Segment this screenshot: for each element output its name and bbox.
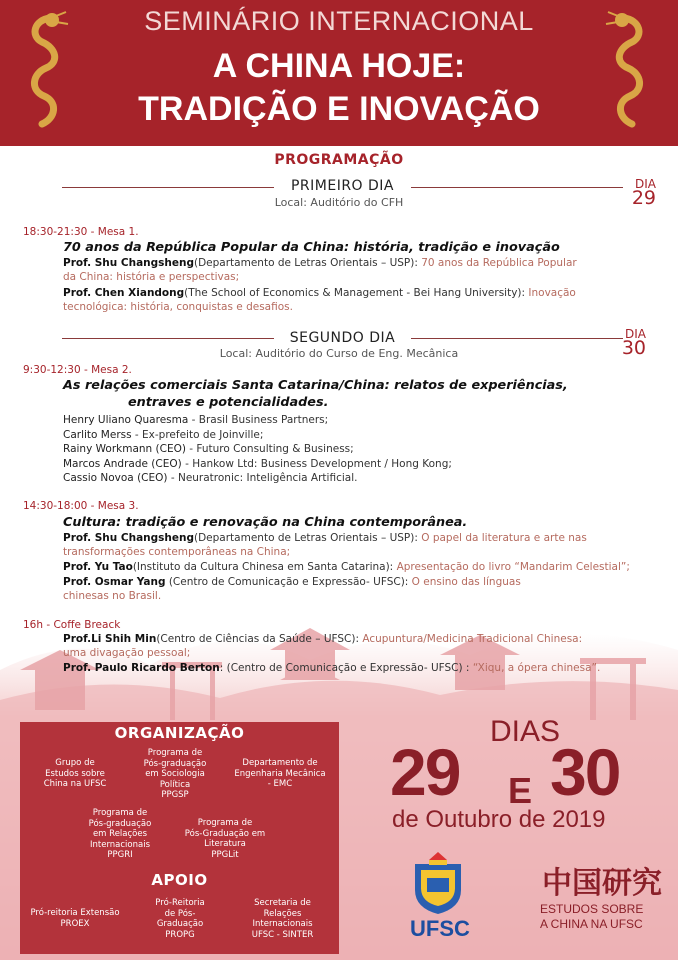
title-line-2: TRADIÇÃO E INOVAÇÃO — [138, 90, 540, 128]
divider-line — [62, 187, 274, 188]
apoio-item: Secretaria de Relações Internacionais UFSC - SINTER — [251, 898, 314, 940]
apoio-item: Pró-Reitoria de Pós- Graduação PROPG — [155, 898, 205, 940]
divider-line — [62, 338, 274, 339]
day2-dia-number: 30 — [621, 337, 646, 359]
day1-dia-label: DIA — [635, 177, 656, 191]
org-item: Grupo de Estudos sobre China na UFSC — [43, 758, 107, 789]
mesa3-item: Prof. Shu Changsheng(Departamento de Letras Orientais – USP): O papel da literatura e arte nas transformações contemporâneas na China; — [63, 532, 587, 558]
org-item: Programa de Pós-graduação em Sociologia Política PPGSP — [143, 748, 207, 800]
day1-dia-number: 29 — [631, 187, 656, 209]
apoio-heading: APOIO — [151, 871, 208, 889]
coffee-item: Prof.Li Shih Min(Centro de Ciências da Saúde – UFSC): Acupuntura/Medicina Tradicional Chinesa: uma divagação pessoal; — [63, 633, 583, 659]
day1-location: Local: Auditório do CFH — [274, 196, 404, 209]
seminar-subtitle: SEMINÁRIO INTERNACIONAL — [144, 6, 534, 36]
organization-box — [20, 722, 339, 954]
list-item: Carlito Merss - Ex-prefeito de Joinville; — [63, 428, 264, 441]
day2-name: SEGUNDO DIA — [289, 330, 396, 346]
mesa2-time: 9:30-12:30 - Mesa 2. — [23, 364, 132, 376]
ufsc-crest-icon — [409, 850, 467, 916]
list-item: Rainy Workmann (CEO) - Futuro Consulting & Business; — [63, 443, 354, 455]
mesa3-item: Prof. Osmar Yang (Centro de Comunicação e Expressão- UFSC): O ensino das línguas chinesas no Brasil. — [63, 576, 521, 602]
mesa1-title: 70 anos da República Popular da China: história, tradição e inovação — [63, 240, 560, 255]
mesa1-time: 18:30-21:30 - Mesa 1. — [23, 226, 139, 238]
china-studies-logo-text: 中国研究 — [542, 866, 662, 901]
list-item: Cassio Novoa (CEO) - Neuratronic: Inteligência Artificial. — [63, 472, 358, 484]
org-item: Departamento de Engenharia Mecânica - EMC — [234, 758, 326, 789]
date-day-2: 30 — [550, 735, 620, 809]
date-conjunction: E — [508, 770, 533, 811]
day1-name: PRIMEIRO DIA — [290, 178, 395, 194]
mesa3-item: Prof. Yu Tao(Instituto da Cultura Chinesa em Santa Catarina): Apresentação do livro “Mandarim Celestial”; — [63, 561, 630, 573]
list-item: Marcos Andrade (CEO) - Hankow Ltd: Business Development / Hong Kong; — [63, 457, 452, 470]
mesa1-item: Prof. Chen Xiandong(The School of Economics & Management - Bei Hang University): Inovação tecnológica: história, conquistas e desafios. — [63, 287, 576, 313]
coffee-time: 16h - Coffe Breack — [23, 619, 121, 631]
ufsc-logo-text: UFSC — [410, 916, 470, 941]
date-day-1: 29 — [390, 735, 460, 809]
org-item: Programa de Pós-graduação em Relações Internacionais PPGRI — [88, 808, 152, 860]
dates-label: DIAS — [490, 715, 561, 748]
divider-line — [411, 187, 623, 188]
list-item: Henry Uliano Quaresma - Brasil Business Partners; — [63, 414, 329, 426]
org-item: Programa de Pós-Graduação em Literatura PPGLit — [184, 818, 266, 860]
header-banner — [0, 0, 678, 146]
coffee-item: Prof. Paulo Ricardo Berton: (Centro de Comunicação e Expressão- UFSC) : “Xiqu, a ópera chinesa”. — [63, 662, 601, 674]
title-line-1: A CHINA HOJE: — [212, 47, 466, 85]
mesa2-title: As relações comerciais Santa Catarina/China: relatos de experiências, — [63, 378, 568, 393]
china-studies-caption: ESTUDOS SOBRE A CHINA NA UFSC — [540, 902, 644, 931]
mesa3-title: Cultura: tradição e renovação na China contemporânea. — [63, 515, 468, 530]
day2-dia-label: DIA — [625, 327, 646, 341]
mesa2-list — [63, 413, 623, 486]
program-heading: PROGRAMAÇÃO — [274, 152, 404, 168]
mesa2-title: entraves e potencialidades. — [128, 395, 329, 410]
date-month: de Outubro de 2019 — [392, 806, 606, 833]
mesa1-item: Prof. Shu Changsheng(Departamento de Letras Orientais – USP): 70 anos da República Popular da China: história e perspectivas; — [63, 257, 577, 283]
organization-heading: ORGANIZAÇÃO — [114, 724, 245, 742]
mesa3-time: 14:30-18:00 - Mesa 3. — [23, 500, 139, 512]
divider-line — [411, 338, 623, 339]
day2-location: Local: Auditório do Curso de Eng. Mecânica — [219, 347, 459, 360]
apoio-item: Pró-reitoria Extensão PROEX — [30, 908, 120, 929]
